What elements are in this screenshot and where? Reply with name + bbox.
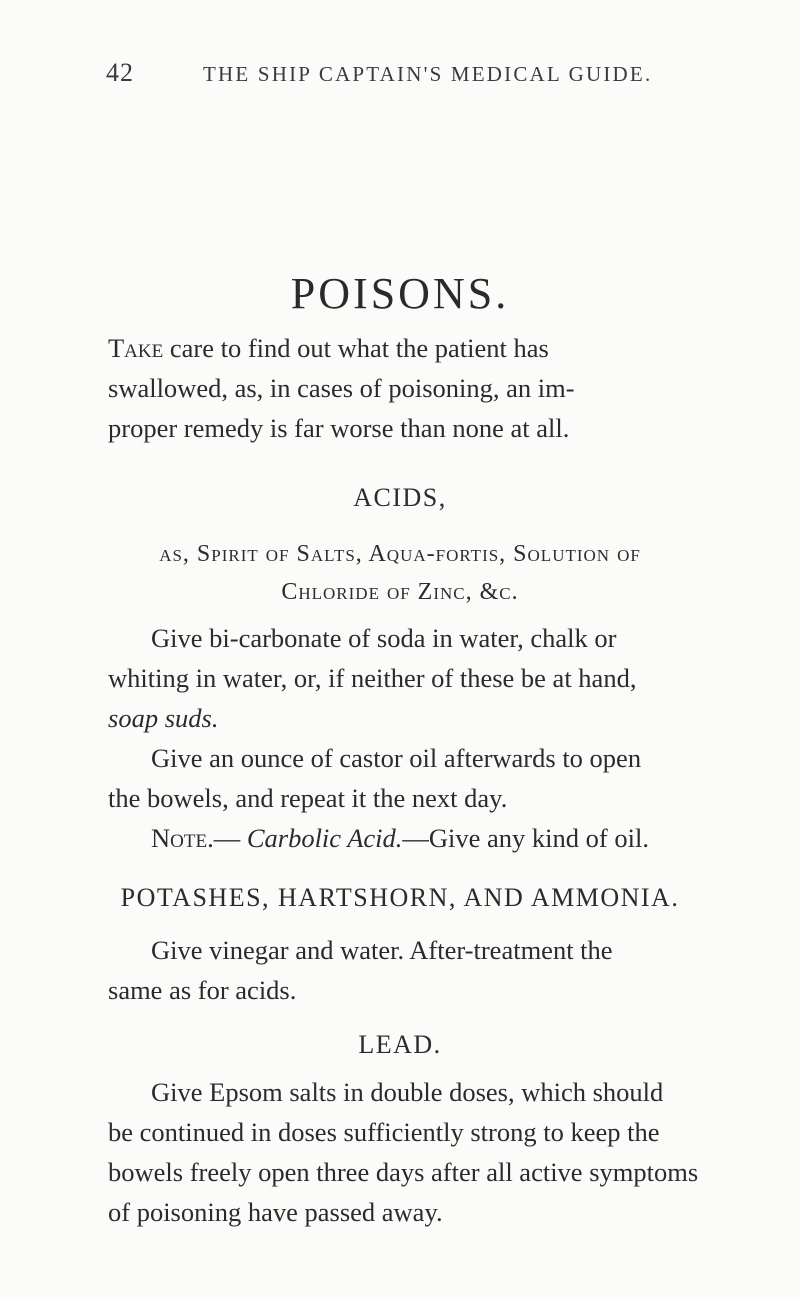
note-subject: Carbolic Acid. — [246, 823, 403, 853]
running-head — [106, 58, 706, 98]
acids-subhead-line-1: as, Spirit of Salts, Aqua-fortis, Solution of — [159, 541, 641, 567]
lead-heading: LEAD. — [358, 1030, 442, 1059]
page-number: 42 — [106, 58, 134, 87]
acids-p1-line-2: whiting in water, or, if neither of these be at hand, — [108, 663, 637, 693]
acids-p2-line-1: Give an ounce of castor oil afterwards to open — [151, 743, 642, 773]
acids-paragraph-1 — [108, 618, 768, 738]
intro-first-word: Take — [108, 333, 164, 363]
lead-line-2: be continued in doses sufficiently strong to keep the — [108, 1117, 660, 1147]
acids-p1-line-1: Give bi-carbonate of soda in water, chalk or — [151, 623, 617, 653]
intro-paragraph — [108, 328, 768, 448]
note-label: Note. — [151, 823, 214, 853]
acids-note-line — [108, 818, 768, 858]
note-text: —Give any kind of oil. — [402, 823, 649, 853]
intro-line-1 — [108, 328, 768, 368]
potashes-paragraph — [108, 930, 768, 1010]
acids-paragraph-2 — [108, 738, 768, 858]
potashes-line-2: same as for acids. — [108, 975, 297, 1005]
intro-line-3: proper remedy is far worse than none at all. — [108, 413, 570, 443]
acids-subhead-line-2: Chloride of Zinc, &c. — [281, 579, 519, 605]
acids-heading: ACIDS, — [353, 483, 447, 512]
lead-line-1: Give Epsom salts in double doses, which should — [151, 1077, 664, 1107]
note-dash: — — [213, 823, 241, 853]
acids-subheading — [0, 535, 800, 611]
lead-line-4: of poisoning have passed away. — [108, 1197, 443, 1227]
lead-paragraph — [108, 1072, 768, 1232]
acids-p2-line-2: the bowels, and repeat it the next day. — [108, 783, 508, 813]
intro-line-1-text: care to find out what the patient has — [169, 333, 549, 363]
potashes-heading: POTASHES, HARTSHORN, AND AMMONIA. — [120, 883, 680, 912]
lead-line-3: bowels freely open three days after all active symptoms — [108, 1157, 699, 1187]
acids-p1-line-3: soap suds. — [108, 703, 219, 733]
intro-line-2: swallowed, as, in cases of poisoning, an im- — [108, 373, 575, 403]
potashes-line-1: Give vinegar and water. After-treatment the — [151, 935, 613, 965]
chapter-title: POISONS. — [290, 269, 510, 318]
running-title: THE SHIP CAPTAIN'S MEDICAL GUIDE. — [203, 62, 653, 86]
